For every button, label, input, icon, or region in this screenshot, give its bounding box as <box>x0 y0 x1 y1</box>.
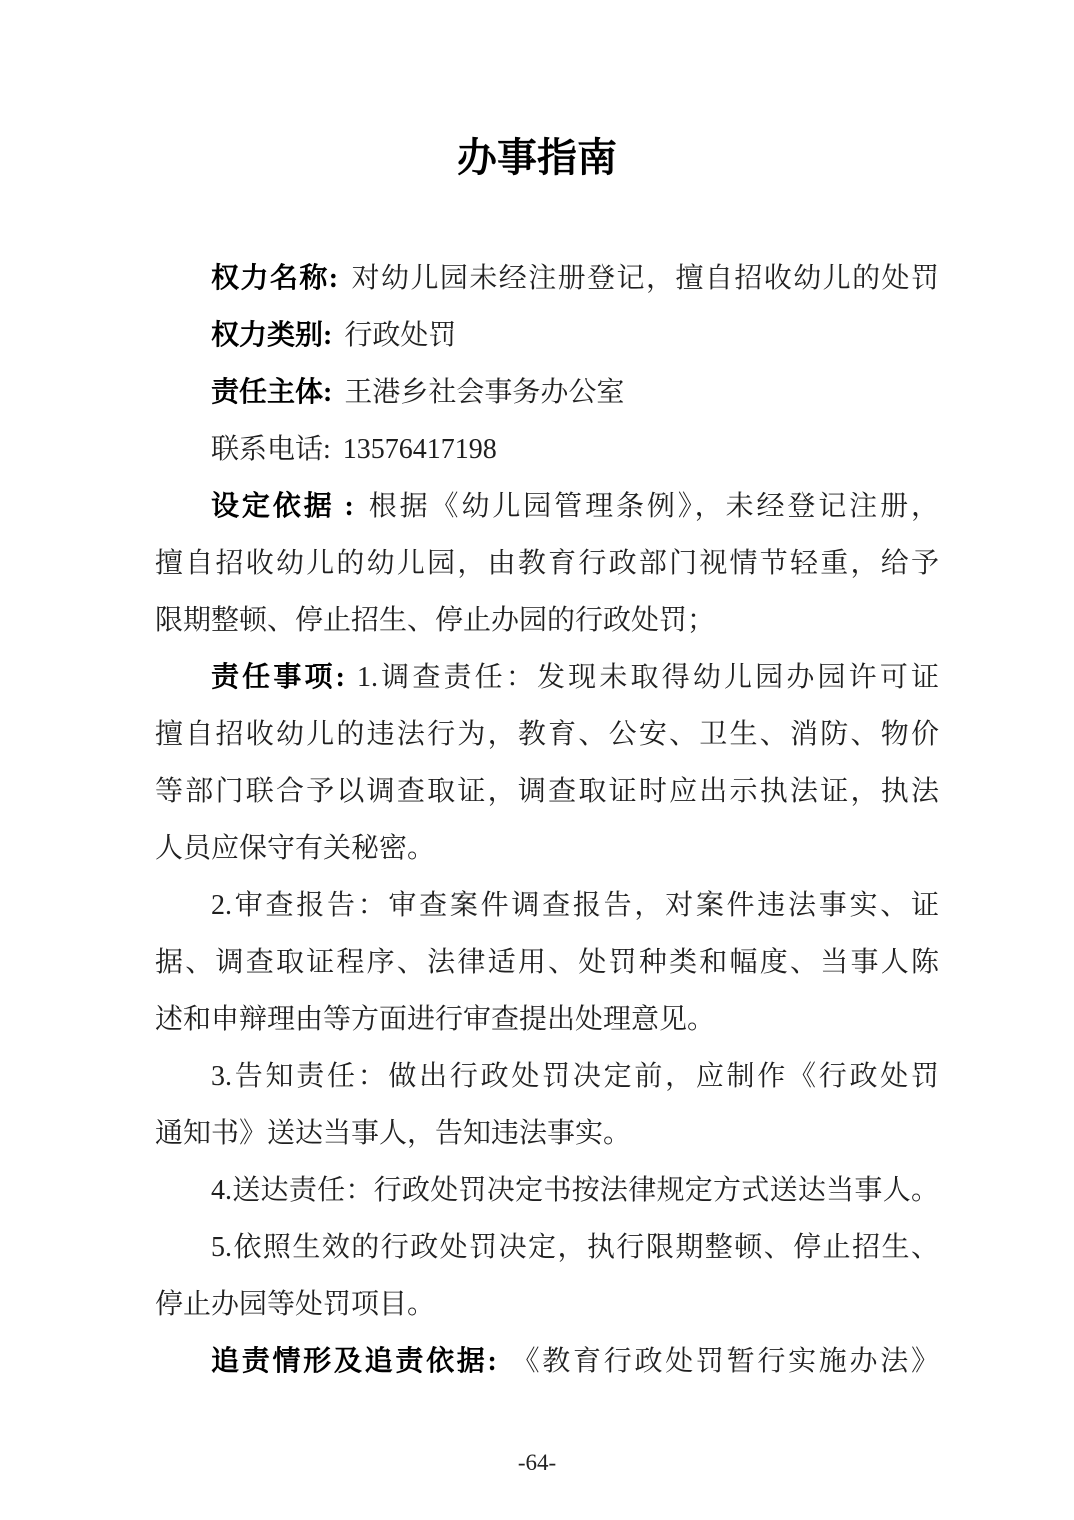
page-title: 办事指南 <box>457 135 617 180</box>
setting-basis-text-1: 根据《幼儿园管理条例》，未经登记注册， <box>365 491 939 522</box>
field-responsible-body-value: 王港乡社会事务办公室 <box>344 377 625 408</box>
field-responsible-body <box>155 364 939 421</box>
duty-item-1-line-2: 擅自招收幼儿的违法行为，教育、公安、卫生、消防、物价 <box>155 719 939 750</box>
field-power-type <box>155 307 939 364</box>
field-contact-phone <box>155 421 939 478</box>
duty-item-1-text-1: 1.调查责任：发现未取得幼儿园办园许可证 <box>357 662 939 693</box>
duty-item-2-line-3: 述和申辩理由等方面进行审查提出处理意见。 <box>155 1004 716 1035</box>
duty-items-label: 责任事项: <box>211 662 345 693</box>
duty-item-1-line-3: 等部门联合予以调查取证，调查取证时应出示执法证，执法 <box>155 776 939 807</box>
accountability-value: 《教育行政处罚暂行实施办法》 <box>508 1346 939 1377</box>
accountability-label: 追责情形及追责依据: <box>211 1346 497 1377</box>
accountability-line <box>155 1333 939 1390</box>
setting-basis-line-1 <box>155 478 939 535</box>
duty-item-1-line-4: 人员应保守有关秘密。 <box>155 833 436 864</box>
field-power-name-value: 对幼儿园未经注册登记，擅自招收幼儿的处罚 <box>350 263 939 294</box>
duty-item-2-line-1: 2.审查报告：审查案件调查报告，对案件违法事实、证 <box>211 890 939 921</box>
field-contact-phone-value: 13576417198 <box>342 434 497 465</box>
field-responsible-body-label: 责任主体: <box>211 377 333 408</box>
document-body <box>0 182 1074 1390</box>
duty-item-5-line-2: 停止办园等处罚项目。 <box>155 1289 436 1320</box>
duty-item-2-line-2: 据、调查取证程序、法律适用、处罚种类和幅度、当事人陈 <box>155 947 939 978</box>
setting-basis-line-3: 限期整顿、停止招生、停止办园的行政处罚； <box>155 605 716 636</box>
duty-item-5-line-1: 5.依照生效的行政处罚决定，执行限期整顿、停止招生、 <box>211 1232 939 1263</box>
duty-item-3-line-1: 3.告知责任：做出行政处罚决定前，应制作《行政处罚 <box>211 1061 939 1092</box>
duty-item-3-line-2: 通知书》送达当事人，告知违法事实。 <box>155 1118 632 1149</box>
field-contact-phone-label: 联系电话: <box>211 434 331 465</box>
duty-item-1-line-1 <box>155 649 939 706</box>
field-power-name <box>155 250 939 307</box>
duty-item-4-line-1: 4.送达责任：行政处罚决定书按法律规定方式送达当事人。 <box>211 1175 939 1206</box>
setting-basis-line-2: 擅自招收幼儿的幼儿园，由教育行政部门视情节轻重，给予 <box>155 548 939 579</box>
setting-basis-label: 设定依据 : <box>211 491 354 522</box>
field-power-name-label: 权力名称: <box>211 263 339 294</box>
field-power-type-label: 权力类别: <box>211 320 333 351</box>
page-number: -64- <box>517 1450 557 1475</box>
field-power-type-value: 行政处罚 <box>344 320 457 351</box>
